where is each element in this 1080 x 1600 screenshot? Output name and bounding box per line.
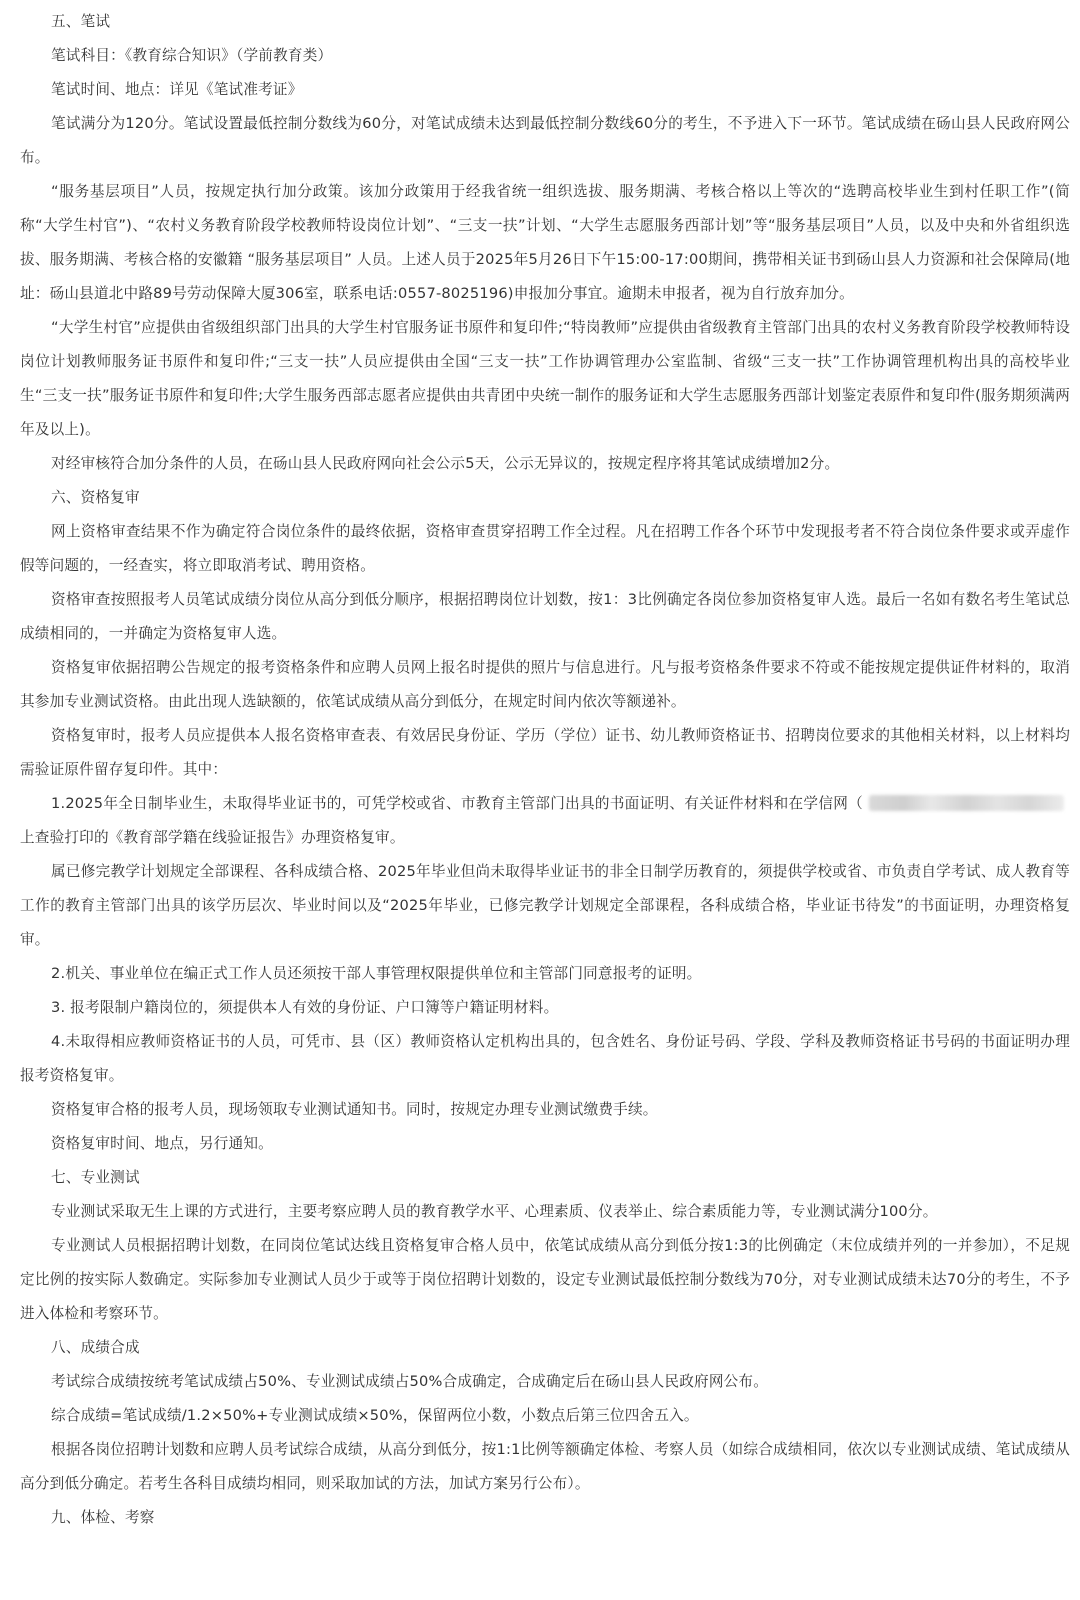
section-heading-qualification-review: 六、资格复审 — [51, 489, 140, 506]
paragraph-score-formula: 综合成绩=笔试成绩/1.2×50%+专业测试成绩×50%，保留两位小数，小数点后第三位四舍五入。 — [51, 1407, 699, 1424]
paragraph-review-materials: 资格复审时，报考人员应提供本人报名资格审查表、有效居民身份证、学历（学位）证书、幼儿教师资格证书、招聘岗位要求的其他相关材料，以上材料均需验证原件留存复印件。其中： — [20, 727, 1070, 778]
paragraph-staff-consent: 2.机关、事业单位在编正式工作人员还须按干部人事管理权限提供单位和主管部门同意报考的证明。 — [51, 965, 702, 982]
paragraph-fulltime-graduates — [20, 787, 1070, 855]
fulltime-graduates-text-end: 上查验打印的《教育部学籍在线验证报告》办理资格复审。 — [20, 829, 405, 846]
paragraph-bonus-publicity: 对经审核符合加分条件的人员，在砀山县人民政府网向社会公示5天，公示无异议的，按规定程序将其笔试成绩增加2分。 — [51, 455, 840, 472]
paragraph-bonus-documents: “大学生村官”应提供由省级组织部门出具的大学生村官服务证书原件和复印件;“特岗教师”应提供由省级教育主管部门出具的农村义务教育阶段学校教师特设岗位计划教师服务证书原件和复印件;“三支一扶”人员应提供由全国“三支一扶”工作协调管理办公室监制、省级“三支一扶”工作协调管理机构出具的高校毕业生“三支一扶”服务证书原件和复印件;大学生服务西部志愿者应提供由共青团中央统一制作的服务证和大学生志愿服务西部计划鉴定表原件和复印件(服务期须满两年及以上)。 — [20, 319, 1070, 438]
section-heading-written-exam: 五、笔试 — [51, 13, 111, 30]
paragraph-score-weights: 考试综合成绩按统考笔试成绩占50%、专业测试成绩占50%合成确定，合成确定后在砀山县人民政府网公布。 — [51, 1373, 769, 1390]
paragraph-exam-subject: 笔试科目：《教育综合知识》（学前教育类） — [51, 47, 333, 64]
paragraph-review-ratio: 资格审查按照报考人员笔试成绩分岗位从高分到低分顺序，根据招聘岗位计划数，按1：3比例确定各岗位参加资格复审人选。最后一名如有数名考生笔试总成绩相同的，一并确定为资格复审人选。 — [20, 591, 1070, 642]
fulltime-graduates-text-start: 1.2025年全日制毕业生，未取得毕业证书的，可凭学校或省、市教育主管部门出具的书面证明、有关证件材料和在学信网（ — [51, 795, 863, 812]
paragraph-test-selection: 专业测试人员根据招聘计划数，在同岗位笔试达线且资格复审合格人员中，依笔试成绩从高分到低分按1:3的比例确定（末位成绩并列的一并参加），不足规定比例的按实际人数确定。实际参加专业测试人员少于或等于岗位招聘计划数的，设定专业测试最低控制分数线为70分，对专业测试成绩未达70分的考生，不予进入体检和考察环节。 — [20, 1237, 1070, 1322]
paragraph-score-ranking: 根据各岗位招聘计划数和应聘人员考试综合成绩，从高分到低分，按1:1比例等额确定体检、考察人员（如综合成绩相同，依次以专业测试成绩、笔试成绩从高分到低分确定。若考生各科目成绩均相同，则采取加试的方法，加试方案另行公布）。 — [20, 1441, 1070, 1492]
section-heading-medical-check: 九、体检、考察 — [51, 1509, 155, 1526]
paragraph-household-registration: 3. 报考限制户籍岗位的，须提供本人有效的身份证、户口簿等户籍证明材料。 — [51, 999, 559, 1016]
paragraph-review-schedule: 资格复审时间、地点，另行通知。 — [51, 1135, 273, 1152]
paragraph-test-notice: 资格复审合格的报考人员，现场领取专业测试通知书。同时，按规定办理专业测试缴费手续。 — [51, 1101, 658, 1118]
paragraph-bonus-policy: “服务基层项目”人员，按规定执行加分政策。该加分政策用于经我省统一组织选拔、服务期满、考核合格以上等次的“选聘高校毕业生到村任职工作”(简称“大学生村官”)、“农村义务教育阶段学校教师特设岗位计划”、“三支一扶”计划、“大学生志愿服务西部计划”等“服务基层项目”人员，以及中央和外省组织选拔、服务期满、考核合格的安徽籍 “服务基层项目” 人员。上述人员于2025年5月26日下午15:00-17:00期间，携带相关证书到砀山县人力资源和社会保障局(地址：砀山县道北中路89号劳动保障大厦306室，联系电话:0557-8025196)申报加分事宜。逾期未申报者，视为自行放弃加分。 — [20, 183, 1070, 302]
paragraph-exam-time-place: 笔试时间、地点：详见《笔试准考证》 — [51, 81, 303, 98]
paragraph-review-basis: 网上资格审查结果不作为确定符合岗位条件的最终依据，资格审查贯穿招聘工作全过程。凡在招聘工作各个环节中发现报考者不符合岗位条件要求或弄虚作假等问题的，一经查实，将立即取消考试、聘用资格。 — [20, 523, 1070, 574]
paragraph-exam-score: 笔试满分为120分。笔试设置最低控制分数线为60分，对笔试成绩未达到最低控制分数线60分的考生，不予进入下一环节。笔试成绩在砀山县人民政府网公布。 — [20, 115, 1070, 166]
paragraph-teacher-certificate: 4.未取得相应教师资格证书的人员，可凭市、县（区）教师资格认定机构出具的，包含姓名、身份证号码、学段、学科及教师资格证书号码的书面证明办理报考资格复审。 — [20, 1033, 1070, 1084]
paragraph-review-criteria: 资格复审依据招聘公告规定的报考资格条件和应聘人员网上报名时提供的照片与信息进行。凡与报考资格条件要求不符或不能按规定提供证件材料的，取消其参加专业测试资格。由此出现人选缺额的，依笔试成绩从高分到低分，在规定时间内依次等额递补。 — [20, 659, 1070, 710]
redacted-url — [869, 795, 1064, 811]
paragraph-test-method: 专业测试采取无生上课的方式进行，主要考察应聘人员的教育教学水平、心理素质、仪表举止、综合素质能力等，专业测试满分100分。 — [51, 1203, 938, 1220]
section-heading-professional-test: 七、专业测试 — [51, 1169, 140, 1186]
section-heading-score-composition: 八、成绩合成 — [51, 1339, 140, 1356]
paragraph-parttime-graduates: 属已修完教学计划规定全部课程、各科成绩合格、2025年毕业但尚未取得毕业证书的非全日制学历教育的，须提供学校或省、市负责自学考试、成人教育等工作的教育主管部门出具的该学历层次、毕业时间以及“2025年毕业，已修完教学计划规定全部课程，各科成绩合格，毕业证书待发”的书面证明，办理资格复审。 — [20, 863, 1070, 948]
